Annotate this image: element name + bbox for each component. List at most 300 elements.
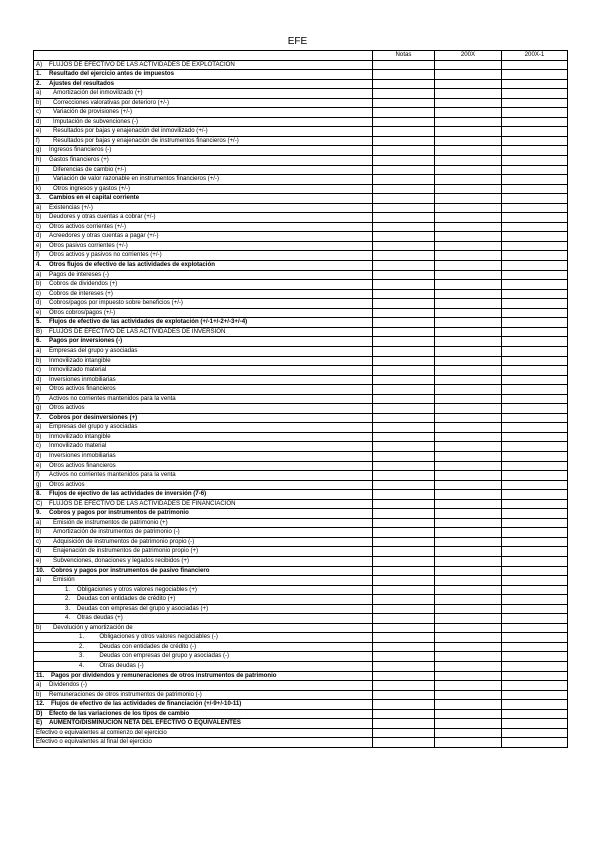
value-previous-cell[interactable] (502, 442, 568, 452)
row-label (34, 232, 372, 241)
notes-cell[interactable] (373, 127, 435, 137)
value-previous-cell[interactable] (502, 423, 568, 433)
notes-cell[interactable] (373, 203, 435, 213)
notes-cell[interactable] (373, 604, 435, 614)
row-label-cell (34, 547, 373, 557)
table-row (34, 404, 568, 414)
value-previous-cell[interactable] (502, 261, 568, 271)
notes-cell[interactable] (373, 518, 435, 528)
value-current-cell[interactable] (435, 738, 502, 748)
notes-cell[interactable] (373, 442, 435, 452)
value-previous-cell[interactable] (502, 662, 568, 672)
row-label-cell (34, 213, 373, 223)
row-label (34, 127, 372, 136)
value-previous-cell[interactable] (502, 728, 568, 738)
notes-cell[interactable] (373, 423, 435, 433)
value-previous-cell[interactable] (502, 241, 568, 251)
table-row (34, 432, 568, 442)
row-marker: a) (36, 518, 42, 526)
row-label-cell (34, 623, 373, 633)
value-previous-cell[interactable] (502, 671, 568, 681)
notes-cell[interactable] (373, 719, 435, 729)
table-row (34, 366, 568, 376)
notes-cell[interactable] (373, 499, 435, 509)
row-label-cell (34, 385, 373, 395)
value-previous-cell[interactable] (502, 194, 568, 204)
value-previous-cell[interactable] (502, 566, 568, 576)
value-previous-cell[interactable] (502, 709, 568, 719)
value-previous-cell[interactable] (502, 518, 568, 528)
row-label-cell (34, 662, 373, 672)
row-label (34, 452, 372, 461)
row-marker: a) (36, 576, 42, 584)
value-current-cell[interactable] (435, 203, 502, 213)
value-previous-cell[interactable] (502, 375, 568, 385)
value-current-cell[interactable] (435, 700, 502, 710)
value-previous-cell[interactable] (502, 60, 568, 70)
notes-cell[interactable] (373, 156, 435, 166)
value-previous-cell[interactable] (502, 547, 568, 557)
notes-cell[interactable] (373, 547, 435, 557)
row-text: Otros ingresos y gastos (+/-) (53, 184, 131, 192)
notes-cell[interactable] (373, 480, 435, 490)
notes-cell[interactable] (373, 251, 435, 261)
value-previous-cell[interactable] (502, 184, 568, 194)
row-text: 4. Otras deudas (+) (65, 614, 123, 622)
notes-cell[interactable] (373, 366, 435, 376)
value-previous-cell[interactable] (502, 681, 568, 691)
value-previous-cell[interactable] (502, 346, 568, 356)
value-previous-cell[interactable] (502, 633, 568, 643)
notes-cell[interactable] (373, 89, 435, 99)
value-current-cell[interactable] (435, 318, 502, 328)
notes-cell[interactable] (373, 222, 435, 232)
row-text: Efecto de las variaciones de los tipos de cambio (49, 709, 190, 717)
value-current-cell[interactable] (435, 480, 502, 490)
row-label (34, 118, 372, 127)
row-label (34, 70, 372, 79)
notes-cell[interactable] (373, 671, 435, 681)
value-current-cell[interactable] (435, 662, 502, 672)
value-previous-cell[interactable] (502, 308, 568, 318)
row-label (34, 261, 372, 270)
value-previous-cell[interactable] (502, 165, 568, 175)
value-previous-cell[interactable] (502, 413, 568, 423)
notes-cell[interactable] (373, 556, 435, 566)
value-current-cell[interactable] (435, 232, 502, 242)
value-previous-cell[interactable] (502, 337, 568, 347)
value-current-cell[interactable] (435, 499, 502, 509)
table-row (34, 547, 568, 557)
notes-cell[interactable] (373, 232, 435, 242)
notes-cell[interactable] (373, 681, 435, 691)
value-previous-cell[interactable] (502, 642, 568, 652)
value-previous-cell[interactable] (502, 98, 568, 108)
value-current-cell[interactable] (435, 165, 502, 175)
value-current-cell[interactable] (435, 127, 502, 137)
notes-cell[interactable] (373, 356, 435, 366)
value-current-cell[interactable] (435, 652, 502, 662)
notes-cell[interactable] (373, 652, 435, 662)
value-previous-cell[interactable] (502, 280, 568, 290)
value-current-cell[interactable] (435, 547, 502, 557)
notes-cell[interactable] (373, 175, 435, 185)
notes-cell[interactable] (373, 451, 435, 461)
value-current-cell[interactable] (435, 604, 502, 614)
notes-cell[interactable] (373, 146, 435, 156)
row-label-cell (34, 156, 373, 166)
value-current-cell[interactable] (435, 346, 502, 356)
row-label (34, 357, 372, 366)
value-previous-cell[interactable] (502, 289, 568, 299)
notes-cell[interactable] (373, 614, 435, 624)
value-previous-cell[interactable] (502, 327, 568, 337)
value-previous-cell[interactable] (502, 222, 568, 232)
notes-cell[interactable] (373, 337, 435, 347)
row-text: 2. Deudas con entidades de crédito (-) (79, 642, 197, 650)
value-previous-cell[interactable] (502, 499, 568, 509)
row-marker: k) (36, 184, 42, 192)
table-row (34, 165, 568, 175)
value-previous-cell[interactable] (502, 89, 568, 99)
value-current-cell[interactable] (435, 413, 502, 423)
table-row (34, 270, 568, 280)
row-label (34, 442, 372, 451)
value-previous-cell[interactable] (502, 404, 568, 414)
value-previous-cell[interactable] (502, 700, 568, 710)
value-current-cell[interactable] (435, 356, 502, 366)
value-previous-cell[interactable] (502, 537, 568, 547)
table-row (34, 184, 568, 194)
row-marker: 12. (36, 700, 45, 708)
value-previous-cell[interactable] (502, 117, 568, 127)
table-row (34, 375, 568, 385)
row-label (34, 299, 372, 308)
value-current-cell[interactable] (435, 108, 502, 118)
table-row (34, 471, 568, 481)
notes-cell[interactable] (373, 394, 435, 404)
row-label-cell (34, 671, 373, 681)
notes-cell[interactable] (373, 375, 435, 385)
value-current-cell[interactable] (435, 585, 502, 595)
notes-cell[interactable] (373, 241, 435, 251)
value-previous-cell[interactable] (502, 576, 568, 586)
value-current-cell[interactable] (435, 490, 502, 500)
value-previous-cell[interactable] (502, 394, 568, 404)
value-previous-cell[interactable] (502, 175, 568, 185)
value-previous-cell[interactable] (502, 614, 568, 624)
value-previous-cell[interactable] (502, 270, 568, 280)
value-previous-cell[interactable] (502, 719, 568, 729)
table-row (34, 327, 568, 337)
row-text: Emisión de instrumentos de patrimonio (+) (53, 518, 168, 526)
value-previous-cell[interactable] (502, 232, 568, 242)
table-row (34, 423, 568, 433)
notes-cell[interactable] (373, 623, 435, 633)
notes-cell[interactable] (373, 117, 435, 127)
notes-cell[interactable] (373, 690, 435, 700)
value-previous-cell[interactable] (502, 509, 568, 519)
value-current-cell[interactable] (435, 184, 502, 194)
notes-cell[interactable] (373, 60, 435, 70)
value-previous-cell[interactable] (502, 213, 568, 223)
notes-cell[interactable] (373, 537, 435, 547)
table-row (34, 156, 568, 166)
value-previous-cell[interactable] (502, 299, 568, 309)
table-row (34, 700, 568, 710)
notes-cell[interactable] (373, 346, 435, 356)
row-label (34, 700, 372, 709)
table-row (34, 60, 568, 70)
value-current-cell[interactable] (435, 146, 502, 156)
row-text: Variación de provisiones (+/-) (53, 108, 132, 116)
value-previous-cell[interactable] (502, 79, 568, 89)
notes-cell[interactable] (373, 709, 435, 719)
value-previous-cell[interactable] (502, 127, 568, 137)
value-previous-cell[interactable] (502, 490, 568, 500)
value-previous-cell[interactable] (502, 146, 568, 156)
notes-cell[interactable] (373, 566, 435, 576)
value-previous-cell[interactable] (502, 480, 568, 490)
value-current-cell[interactable] (435, 337, 502, 347)
notes-cell[interactable] (373, 70, 435, 80)
notes-cell[interactable] (373, 585, 435, 595)
value-current-cell[interactable] (435, 690, 502, 700)
notes-cell[interactable] (373, 280, 435, 290)
notes-cell[interactable] (373, 308, 435, 318)
value-current-cell[interactable] (435, 270, 502, 280)
value-current-cell[interactable] (435, 432, 502, 442)
value-previous-cell[interactable] (502, 604, 568, 614)
value-previous-cell[interactable] (502, 366, 568, 376)
row-text: AUMENTO/DISMINUCIÓN NETA DEL EFECTIVO O EQUIVALENTES (49, 719, 241, 727)
value-previous-cell[interactable] (502, 203, 568, 213)
value-previous-cell[interactable] (502, 461, 568, 471)
value-current-cell[interactable] (435, 261, 502, 271)
row-text: 1. Obligaciones y otros valores negociables (+) (65, 585, 197, 593)
value-current-cell[interactable] (435, 366, 502, 376)
value-current-cell[interactable] (435, 299, 502, 309)
notes-cell[interactable] (373, 700, 435, 710)
value-current-cell[interactable] (435, 709, 502, 719)
value-current-cell[interactable] (435, 614, 502, 624)
row-label (34, 509, 372, 518)
value-current-cell[interactable] (435, 728, 502, 738)
value-current-cell[interactable] (435, 327, 502, 337)
notes-cell[interactable] (373, 490, 435, 500)
value-current-cell[interactable] (435, 404, 502, 414)
value-current-cell[interactable] (435, 222, 502, 232)
value-current-cell[interactable] (435, 79, 502, 89)
table-row (34, 203, 568, 213)
value-previous-cell[interactable] (502, 595, 568, 605)
row-marker: c) (36, 222, 42, 230)
row-text: Otros flujos de efectivo de las actividades de explotación (49, 261, 215, 269)
value-current-cell[interactable] (435, 642, 502, 652)
row-label (34, 80, 372, 89)
row-marker: e) (36, 127, 42, 135)
value-current-cell[interactable] (435, 394, 502, 404)
value-previous-cell[interactable] (502, 690, 568, 700)
notes-cell[interactable] (373, 79, 435, 89)
table-row (34, 70, 568, 80)
table-row (34, 595, 568, 605)
value-current-cell[interactable] (435, 136, 502, 146)
row-text: Otros cobros/pagos (+/-) (49, 308, 116, 316)
row-label (34, 108, 372, 117)
value-current-cell[interactable] (435, 194, 502, 204)
value-current-cell[interactable] (435, 595, 502, 605)
row-text: Otros activos (49, 404, 85, 412)
value-previous-cell[interactable] (502, 585, 568, 595)
notes-cell[interactable] (373, 194, 435, 204)
notes-cell[interactable] (373, 662, 435, 672)
value-previous-cell[interactable] (502, 652, 568, 662)
value-current-cell[interactable] (435, 175, 502, 185)
value-current-cell[interactable] (435, 289, 502, 299)
value-current-cell[interactable] (435, 241, 502, 251)
value-current-cell[interactable] (435, 471, 502, 481)
notes-cell[interactable] (373, 165, 435, 175)
notes-cell[interactable] (373, 98, 435, 108)
value-previous-cell[interactable] (502, 451, 568, 461)
value-current-cell[interactable] (435, 442, 502, 452)
row-text: Cobros de dividendos (+) (49, 280, 118, 288)
notes-cell[interactable] (373, 108, 435, 118)
value-current-cell[interactable] (435, 671, 502, 681)
value-previous-cell[interactable] (502, 623, 568, 633)
row-label-cell (34, 89, 373, 99)
value-previous-cell[interactable] (502, 432, 568, 442)
value-previous-cell[interactable] (502, 251, 568, 261)
notes-cell[interactable] (373, 299, 435, 309)
value-current-cell[interactable] (435, 537, 502, 547)
value-current-cell[interactable] (435, 213, 502, 223)
row-label (34, 490, 372, 499)
notes-cell[interactable] (373, 184, 435, 194)
notes-cell[interactable] (373, 595, 435, 605)
value-current-cell[interactable] (435, 156, 502, 166)
row-label (34, 633, 372, 642)
row-label (34, 395, 372, 404)
value-current-cell[interactable] (435, 251, 502, 261)
value-current-cell[interactable] (435, 60, 502, 70)
table-row (34, 556, 568, 566)
row-text: Cobros de intereses (+) (49, 289, 113, 297)
value-current-cell[interactable] (435, 117, 502, 127)
notes-cell[interactable] (373, 738, 435, 748)
value-previous-cell[interactable] (502, 108, 568, 118)
notes-cell[interactable] (373, 642, 435, 652)
value-current-cell[interactable] (435, 518, 502, 528)
notes-cell[interactable] (373, 576, 435, 586)
value-current-cell[interactable] (435, 681, 502, 691)
value-current-cell[interactable] (435, 509, 502, 519)
row-label (34, 309, 372, 318)
row-label (34, 242, 372, 251)
value-current-cell[interactable] (435, 461, 502, 471)
value-previous-cell[interactable] (502, 70, 568, 80)
value-current-cell[interactable] (435, 375, 502, 385)
notes-cell[interactable] (373, 509, 435, 519)
value-current-cell[interactable] (435, 566, 502, 576)
notes-cell[interactable] (373, 213, 435, 223)
notes-cell[interactable] (373, 728, 435, 738)
notes-cell[interactable] (373, 261, 435, 271)
notes-cell[interactable] (373, 404, 435, 414)
notes-cell[interactable] (373, 413, 435, 423)
row-label-cell (34, 681, 373, 691)
value-current-cell[interactable] (435, 576, 502, 586)
value-current-cell[interactable] (435, 556, 502, 566)
row-text: Enajenación de instrumentos de patrimonio propio (+) (53, 547, 199, 555)
notes-cell[interactable] (373, 270, 435, 280)
row-text: Diferencias de cambio (+/-) (53, 165, 127, 173)
table-row (34, 528, 568, 538)
value-current-cell[interactable] (435, 528, 502, 538)
value-current-cell[interactable] (435, 623, 502, 633)
value-previous-cell[interactable] (502, 528, 568, 538)
table-row (34, 518, 568, 528)
value-previous-cell[interactable] (502, 136, 568, 146)
notes-cell[interactable] (373, 461, 435, 471)
value-current-cell[interactable] (435, 633, 502, 643)
row-marker: h) (36, 156, 42, 164)
notes-cell[interactable] (373, 318, 435, 328)
value-current-cell[interactable] (435, 719, 502, 729)
row-text: Otros activos financieros (49, 461, 116, 469)
value-current-cell[interactable] (435, 70, 502, 80)
value-current-cell[interactable] (435, 280, 502, 290)
notes-cell[interactable] (373, 633, 435, 643)
value-previous-cell[interactable] (502, 471, 568, 481)
notes-cell[interactable] (373, 136, 435, 146)
row-text: Existencias (+/-) (49, 203, 93, 211)
row-label-cell (34, 241, 373, 251)
row-label-cell (34, 280, 373, 290)
value-previous-cell[interactable] (502, 318, 568, 328)
row-text: Otros activos (49, 480, 85, 488)
table-row (34, 642, 568, 652)
notes-cell[interactable] (373, 528, 435, 538)
row-marker: g) (36, 480, 42, 488)
value-previous-cell[interactable] (502, 356, 568, 366)
notes-cell[interactable] (373, 289, 435, 299)
value-current-cell[interactable] (435, 98, 502, 108)
value-current-cell[interactable] (435, 385, 502, 395)
table-row (34, 499, 568, 509)
row-text: 3. Deudas con empresas del grupo y asociadas (-) (79, 652, 230, 660)
row-text: Dividendos (-) (49, 681, 87, 689)
table-row (34, 461, 568, 471)
row-label-cell (34, 490, 373, 500)
notes-cell[interactable] (373, 385, 435, 395)
notes-cell[interactable] (373, 432, 435, 442)
value-previous-cell[interactable] (502, 556, 568, 566)
row-marker: e) (36, 308, 42, 316)
row-label (34, 280, 372, 289)
value-current-cell[interactable] (435, 451, 502, 461)
value-previous-cell[interactable] (502, 738, 568, 748)
value-current-cell[interactable] (435, 89, 502, 99)
row-text: Amortización del inmovilizado (+) (53, 89, 143, 97)
value-current-cell[interactable] (435, 308, 502, 318)
value-previous-cell[interactable] (502, 156, 568, 166)
notes-cell[interactable] (373, 471, 435, 481)
value-current-cell[interactable] (435, 423, 502, 433)
notes-cell[interactable] (373, 327, 435, 337)
value-previous-cell[interactable] (502, 385, 568, 395)
